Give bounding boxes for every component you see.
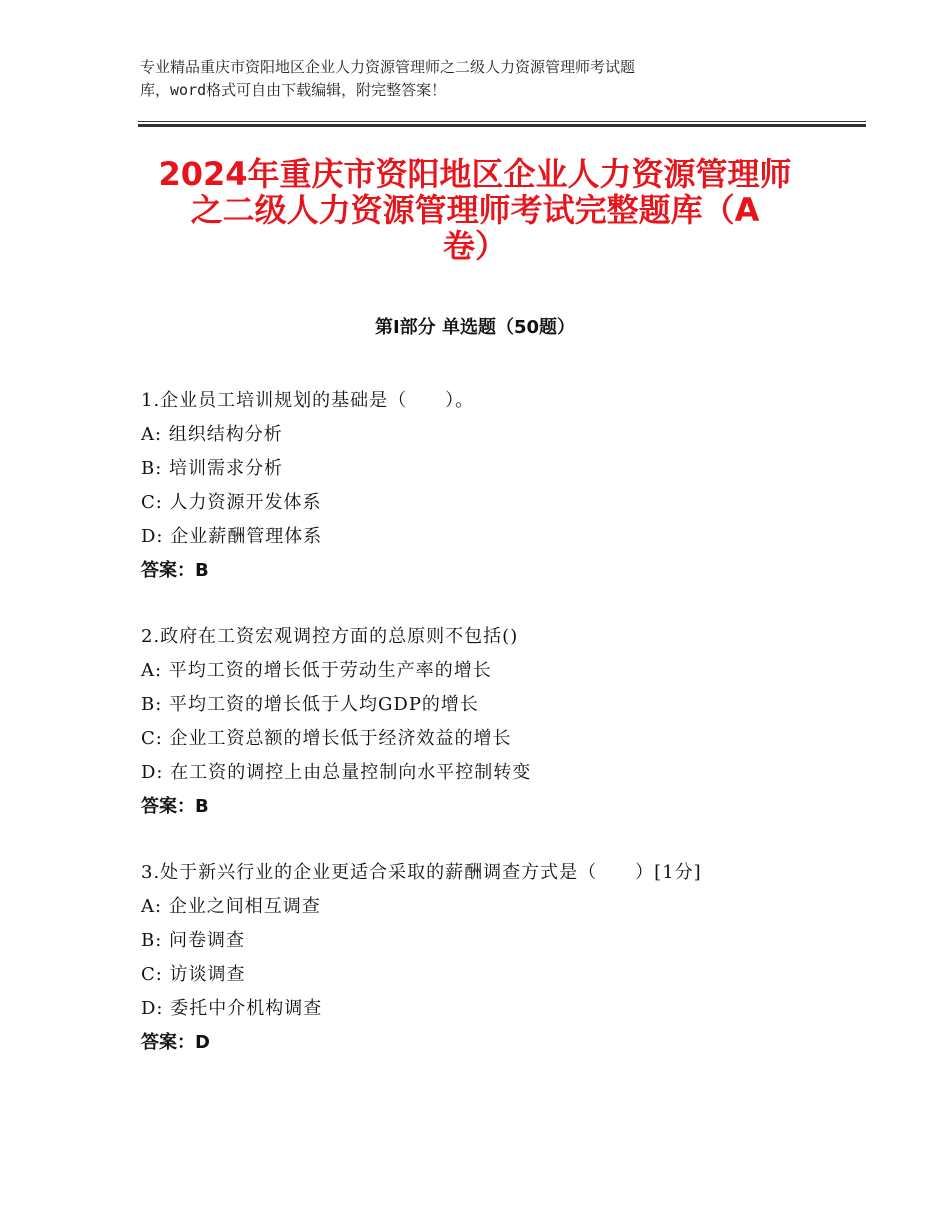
option-b: B: 平均工资的增长低于人均GDP的增长 [141, 694, 479, 715]
question-list [141, 384, 841, 1092]
option-d: D: 在工资的调控上由总量控制向水平控制转变 [141, 762, 532, 783]
header-rule-thin [138, 121, 866, 122]
section-title: 第Ⅰ部分 单选题（50题） [374, 317, 575, 338]
question-1 [141, 384, 841, 588]
answer: 答案：B [141, 796, 209, 817]
option-c: C: 企业工资总额的增长低于经济效益的增长 [141, 728, 512, 749]
document-title-line3: 卷） [442, 227, 507, 265]
question-3 [141, 856, 841, 1060]
document-title-line1: 2024年重庆市资阳地区企业人力资源管理师 [158, 155, 792, 193]
question-stem: 3.处于新兴行业的企业更适合采取的薪酬调查方式是（ ）[1分] [141, 862, 702, 883]
header-rule-thick [138, 124, 866, 127]
document-title [110, 156, 840, 264]
option-c: C: 访谈调查 [141, 964, 246, 985]
option-d: D: 企业薪酬管理体系 [141, 526, 323, 547]
option-c: C: 人力资源开发体系 [141, 492, 322, 513]
option-a: A: 组织结构分析 [141, 424, 283, 445]
question-stem: 2.政府在工资宏观调控方面的总原则不包括() [141, 626, 519, 647]
header-note-line1: 专业精品重庆市资阳地区企业人力资源管理师之二级人力资源管理师考试题 [140, 58, 636, 76]
answer: 答案：B [141, 560, 209, 581]
option-a: A: 平均工资的增长低于劳动生产率的增长 [141, 660, 492, 681]
question-stem: 1.企业员工培训规划的基础是（ ）。 [141, 390, 475, 411]
option-b: B: 问卷调查 [141, 930, 246, 951]
document-title-line2: 之二级人力资源管理师考试完整题库（A [190, 191, 760, 229]
header-note-line2: 库，word格式可自由下载编辑，附完整答案！ [140, 81, 447, 99]
answer: 答案：D [141, 1032, 210, 1053]
header-note [140, 56, 780, 102]
question-2 [141, 620, 841, 824]
option-a: A: 企业之间相互调查 [141, 896, 321, 917]
option-d: D: 委托中介机构调查 [141, 998, 323, 1019]
option-b: B: 培训需求分析 [141, 458, 284, 479]
